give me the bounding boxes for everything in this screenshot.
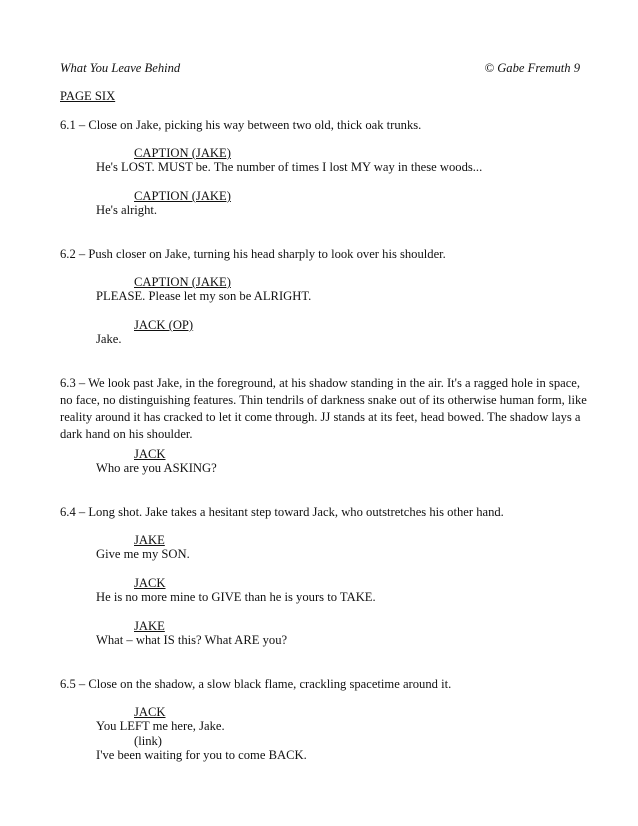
speaker-label: CAPTION (JAKE): [134, 146, 231, 160]
dialogue-line: What – what IS this? What ARE you?: [96, 633, 288, 647]
panel-description: 6.4 – Long shot. Jake takes a hesitant step toward Jack, who outstretches his other hand.: [60, 505, 504, 519]
speaker-label: JACK: [134, 447, 166, 461]
dialogue-line: Jake.: [96, 332, 122, 346]
speaker-label: JACK: [134, 705, 166, 719]
dialogue-line: PLEASE. Please let my son be ALRIGHT.: [96, 289, 312, 303]
copyright-page-number: © Gabe Fremuth 9: [484, 61, 580, 75]
dialogue-line: I've been waiting for you to come BACK.: [96, 748, 307, 762]
script-title: What You Leave Behind: [60, 61, 181, 75]
dialogue-line: Who are you ASKING?: [96, 461, 217, 475]
dialogue-line: He's alright.: [96, 203, 158, 217]
panel-description: 6.2 – Push closer on Jake, turning his head sharply to look over his shoulder.: [60, 247, 446, 261]
speaker-label: JACK: [134, 576, 166, 590]
speaker-label: JAKE: [134, 533, 165, 547]
panel-description: 6.3 – We look past Jake, in the foreground, at his shadow standing in the air. It's a ragged hole in space, no face, no distinguishing features. Thin tendrils of darkness snake out of its otherwise human form, like reality around it has cracked to let it come through. JJ stands at its feet, head bowed. The shadow lays a dark hand on his shoulder.: [60, 376, 587, 441]
dialogue-line: He is no more mine to GIVE than he is yours to TAKE.: [96, 590, 376, 604]
dialogue-line: Give me my SON.: [96, 547, 190, 561]
speaker-label: CAPTION (JAKE): [134, 189, 231, 203]
panel-description: 6.5 – Close on the shadow, a slow black flame, crackling spacetime around it.: [60, 677, 452, 691]
parenthetical: (link): [134, 734, 162, 748]
dialogue-line: You LEFT me here, Jake.: [96, 719, 225, 733]
speaker-label: JAKE: [134, 619, 165, 633]
speaker-label: CAPTION (JAKE): [134, 275, 231, 289]
page-label: PAGE SIX: [60, 89, 116, 103]
panel-description: 6.1 – Close on Jake, picking his way between two old, thick oak trunks.: [60, 118, 422, 132]
dialogue-line: He's LOST. MUST be. The number of times I lost MY way in these woods...: [96, 160, 483, 174]
speaker-label: JACK (OP): [134, 318, 194, 332]
